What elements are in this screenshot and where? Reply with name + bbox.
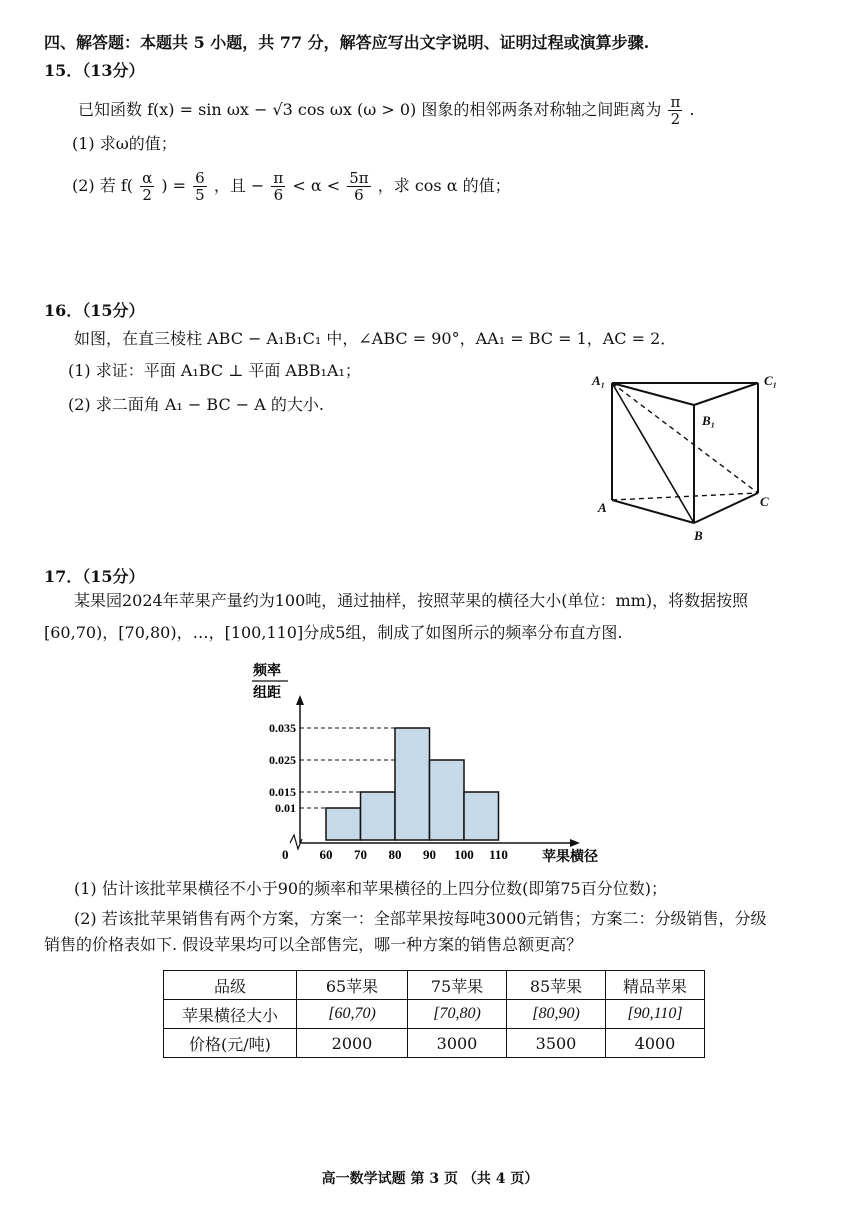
y-tick-label: 0.025	[269, 753, 296, 767]
table-header-cell: 85苹果	[507, 971, 606, 1000]
x-tick-label: 70	[354, 847, 367, 862]
q15-number: 15．（13分）	[44, 61, 145, 80]
q17-part1: (1) 估计该批苹果横径不小于90的频率和苹果横径的上四分位数(即第75百分位数)；	[74, 879, 667, 898]
y-tick-label: 0.015	[269, 785, 296, 799]
fraction-numerator: 6	[195, 169, 205, 187]
histogram-bar	[361, 792, 396, 840]
label-b: B	[694, 528, 703, 543]
table-header-row	[164, 971, 705, 1000]
prism-figure	[590, 365, 800, 545]
edge-a1-b	[612, 383, 694, 523]
q16-number: 16．（15分）	[44, 301, 145, 320]
table-row	[164, 1000, 705, 1029]
x-tick-label: 80	[388, 847, 402, 862]
fraction-numerator: π	[670, 93, 681, 111]
label-b1: B₁	[702, 413, 716, 428]
x-axis-arrow	[570, 839, 580, 847]
table-header-cell: 75苹果	[408, 971, 507, 1000]
q15-part2-text: ，求 cos α 的值；	[377, 176, 511, 195]
q17-part2-line1: (2) 若该批苹果销售有两个方案，方案一：全部苹果按每吨3000元销售；方案二：分级销售，分级	[74, 909, 767, 928]
table-header-cell: 65苹果	[297, 971, 408, 1000]
label-a: A	[598, 500, 607, 515]
pi-sixth-fraction	[271, 170, 285, 203]
label-a1: A₁	[592, 373, 606, 388]
table-cell: 4000	[606, 1029, 705, 1058]
fraction-numerator: α	[142, 169, 153, 187]
q17-stem-line2: [60,70)，[70,80)，…，[100,110]分成5组，制成了如图所示的频率分布直方图.	[44, 623, 623, 642]
fraction-denominator: 2	[670, 110, 681, 128]
edge-b1-c1	[694, 383, 758, 405]
origin-label: 0	[282, 847, 289, 862]
hidden-edge-a-c	[612, 493, 758, 500]
q15-stem	[78, 94, 695, 127]
q17-part2-line2: 销售的价格表如下. 假设苹果均可以全部售完，哪一种方案的销售总额更高？	[44, 935, 583, 954]
frequency-histogram	[240, 655, 630, 870]
table-cell: [60,70)	[297, 1000, 408, 1029]
x-axis-title: 苹果横径	[542, 850, 598, 865]
fraction-denominator: 6	[354, 186, 364, 204]
q15-part2-text: ) =	[161, 176, 187, 195]
histogram-bar	[326, 808, 361, 840]
q15-stem-text: 已知函数 f(x) = sin ωx − √3 cos ωx (ω > 0) 图象的相邻两条对称轴之间距离为	[78, 100, 662, 119]
page-footer: 高一数学试题 第 3 页 （共 4 页）	[321, 1171, 539, 1187]
histogram-bar	[430, 760, 465, 840]
histogram-bar	[464, 792, 499, 840]
y-axis-arrow	[296, 695, 304, 705]
y-tick-label: 0.01	[275, 801, 296, 815]
q16-stem: 如图，在直三棱柱 ABC − A₁B₁C₁ 中，∠ABC = 90°，AA₁ = BC = 1，AC = 2．	[74, 329, 677, 348]
table-cell: 价格(元/吨)	[164, 1029, 297, 1058]
q15-stem-fraction	[668, 94, 682, 127]
five-pi-sixth-fraction	[347, 170, 370, 203]
x-tick-label: 90	[423, 847, 436, 862]
y-label-bottom: 组距	[253, 686, 281, 701]
price-table	[163, 970, 705, 1058]
q15-part2-text: < α <	[292, 176, 341, 195]
histogram-bar	[395, 728, 430, 840]
table-cell: 3000	[408, 1029, 507, 1058]
x-tick-label: 60	[319, 847, 333, 862]
x-tick-label: 110	[489, 847, 508, 862]
q16-part2: (2) 求二面角 A₁ − BC − A 的大小.	[68, 395, 324, 414]
y-tick-label: 0.035	[269, 721, 296, 735]
hidden-edge-a1-c	[612, 383, 758, 493]
label-c: C	[760, 494, 769, 509]
table-cell: [80,90)	[507, 1000, 606, 1029]
q16-part1: (1) 求证：平面 A₁BC ⊥ 平面 ABB₁A₁；	[68, 361, 361, 380]
table-cell: 3500	[507, 1029, 606, 1058]
table-header-cell: 精品苹果	[606, 971, 705, 1000]
q15-part2	[72, 170, 511, 203]
fraction-denominator: 5	[195, 186, 205, 204]
fraction-numerator: 5π	[349, 169, 369, 187]
six-fifths-fraction	[193, 170, 207, 203]
table-cell: 2000	[297, 1029, 408, 1058]
table-header-cell: 品级	[164, 971, 297, 1000]
table-cell: [90,110]	[606, 1000, 705, 1029]
section-header: 四、解答题：本题共 5 小题，共 77 分，解答应写出文字说明、证明过程或演算步骤.	[44, 33, 650, 52]
alpha-half-fraction	[140, 170, 154, 203]
q15-part2-text: ，且 −	[213, 176, 265, 195]
fraction-denominator: 2	[142, 186, 152, 204]
q15-part1: (1) 求ω的值；	[72, 134, 177, 153]
q15-part2-text: (2) 若 f(	[72, 176, 134, 195]
q15-stem-end: .	[689, 100, 695, 119]
fraction-numerator: π	[273, 169, 284, 187]
fraction-denominator: 6	[273, 186, 284, 204]
x-tick-label: 100	[454, 847, 474, 862]
y-label-top: 频率	[253, 664, 281, 679]
q17-stem-line1: 某果园2024年苹果产量约为100吨，通过抽样，按照苹果的横径大小(单位：mm)，将数据按照	[74, 591, 749, 610]
q17-number: 17．（15分）	[44, 567, 145, 586]
edge-b-c	[694, 493, 758, 523]
edge-a1-b1	[612, 383, 694, 405]
table-row	[164, 1029, 705, 1058]
label-c1: C₁	[764, 373, 778, 388]
table-cell: [70,80)	[408, 1000, 507, 1029]
table-cell: 苹果横径大小	[164, 1000, 297, 1029]
